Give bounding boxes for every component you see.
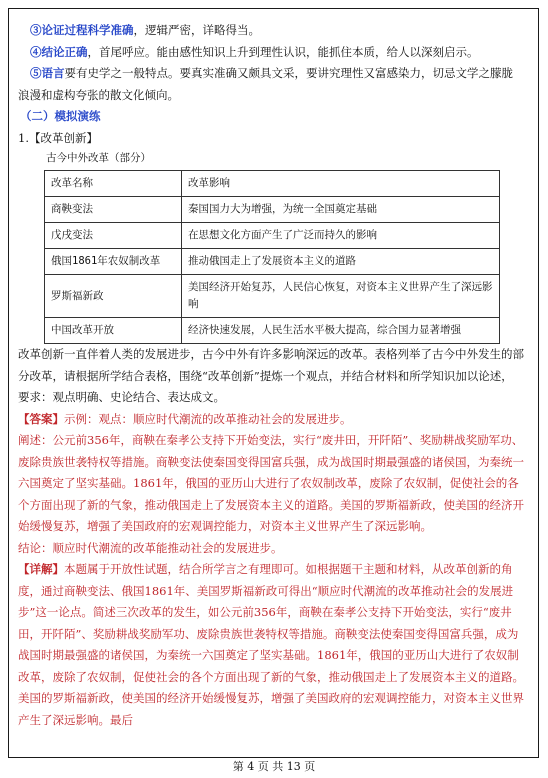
criterion-4-head: ④结论正确 (30, 44, 88, 59)
criterion-5-head: ⑤语言 (30, 66, 65, 80)
table-row (45, 223, 500, 249)
criterion-3 (18, 20, 524, 42)
table-cell: 罗斯福新政 (45, 275, 182, 318)
table-row (45, 275, 500, 318)
reform-table (44, 170, 500, 344)
detail-paragraph (18, 559, 524, 731)
detail-body: 本题属于开放性试题，结合所学言之有理即可。如根据题干主题和材料，从改革创新的角度，通过商鞅变法、俄国1861年、美国罗斯福新政可得出“顺应时代潮流的改革推动社会的发展进步”这一论点。简述三次改革的发生，如公元前356年，商鞅在秦孝公支持下开始变法，实行“废井田，开阡陌”、奖励耕战奖励军功、废除贵族世袭特权等措施。商鞅变法使秦国变得国富兵强，成为战国时期最强盛的诸侯国，为秦统一六国奠定了坚实基础。1861年，俄国的亚历山大进行了农奴制改革，废除了农奴制，促使社会的各个方面出现了新的气象，推动俄国走上了发展资本主义的道路。美国的罗斯福新政，使美国的经济开始缓慢复苏，增强了美国政府的宏观调控能力，对资本主义世界产生了深远影响。最后 (18, 562, 524, 727)
table-row (45, 318, 500, 344)
page-content (18, 20, 524, 731)
criterion-4 (18, 42, 524, 64)
table-cell: 戊戌变法 (45, 223, 182, 249)
page-footer: 第 4 页 共 13 页 (232, 760, 316, 773)
answer-conclusion: 结论：顺应时代潮流的改革能推动社会的发展进步。 (18, 540, 283, 555)
table-cell: 经济快速发展，人民生活水平极大提高，综合国力显著增强 (182, 318, 500, 344)
table-cell: 中国改革开放 (45, 318, 182, 344)
table-cell: 商鞅变法 (45, 197, 182, 223)
table-cell: 俄国1861年农奴制改革 (45, 249, 182, 275)
criterion-3-head: ③论证过程科学准确 (30, 23, 134, 37)
question-prompt: 改革创新一直伴着人类的发展进步，古今中外有许多影响深远的改革。表格列举了古今中外发生的部分改革，请根据所学结合表格，围绕“改革创新”提炼一个观点，并结合材料和所学知识加以论述，要求：观点明确、史论结合、表达成文。 (18, 347, 524, 404)
table-header-row (45, 171, 500, 197)
criterion-5 (18, 63, 524, 106)
table-header-cell: 改革影响 (182, 171, 500, 197)
table-cell: 推动俄国走上了发展资本主义的道路 (182, 249, 500, 275)
answer-viewpoint: 示例：观点：顺应时代潮流的改革推动社会的发展进步。 (64, 411, 352, 426)
table-cell: 美国经济开始复苏，人民信心恢复，对资本主义世界产生了深远影响 (182, 275, 500, 318)
answer-intro (18, 409, 524, 431)
table-cell: 秦国国力大为增强，为统一全国奠定基础 (182, 197, 500, 223)
table-caption: 古今中外改革（部分） (46, 152, 151, 164)
criterion-3-body: ，逻辑严密，详略得当。 (133, 23, 260, 37)
criterion-4-body: ，首尾呼应。能由感性知识上升到理性认识，能抓住本质，给人以深刻启示。 (87, 44, 479, 59)
table-cell: 在思想文化方面产生了广泛而持久的影响 (182, 223, 500, 249)
criterion-5-body: 要有史学之一般特点。要真实准确又颇具文采，要讲究理性又富感染力，切忌文学之朦胧浪漫和虚构夸张的散文化倾向。 (18, 66, 513, 102)
detail-label: 【详解】 (18, 562, 64, 576)
table-header-cell: 改革名称 (45, 171, 182, 197)
table-row (45, 197, 500, 223)
answer-label: 【答案】 (18, 411, 64, 426)
answer-elaboration: 阐述：公元前356年，商鞅在秦孝公支持下开始变法，实行“废井田，开阡陌”、奖励耕战奖励军功、废除贵族世袭特权等措施。商鞅变法使秦国变得国富兵强，成为战国时期最强盛的诸侯国，为秦统一六国奠定了坚实基础。1861年，俄国的亚历山大进行了农奴制改革，废除了农奴制，促使社会的各个方面出现了新的气象，推动俄国走上了发展资本主义的道路。美国的罗斯福新政，使美国的经济开始缓慢复苏，增强了美国政府的宏观调控能力，对资本主义世界产生了深远影响。 (18, 433, 524, 533)
table-row (45, 249, 500, 275)
question-number: 1.【改革创新】 (18, 130, 98, 145)
section-title: （二）模拟演练 (20, 109, 101, 123)
